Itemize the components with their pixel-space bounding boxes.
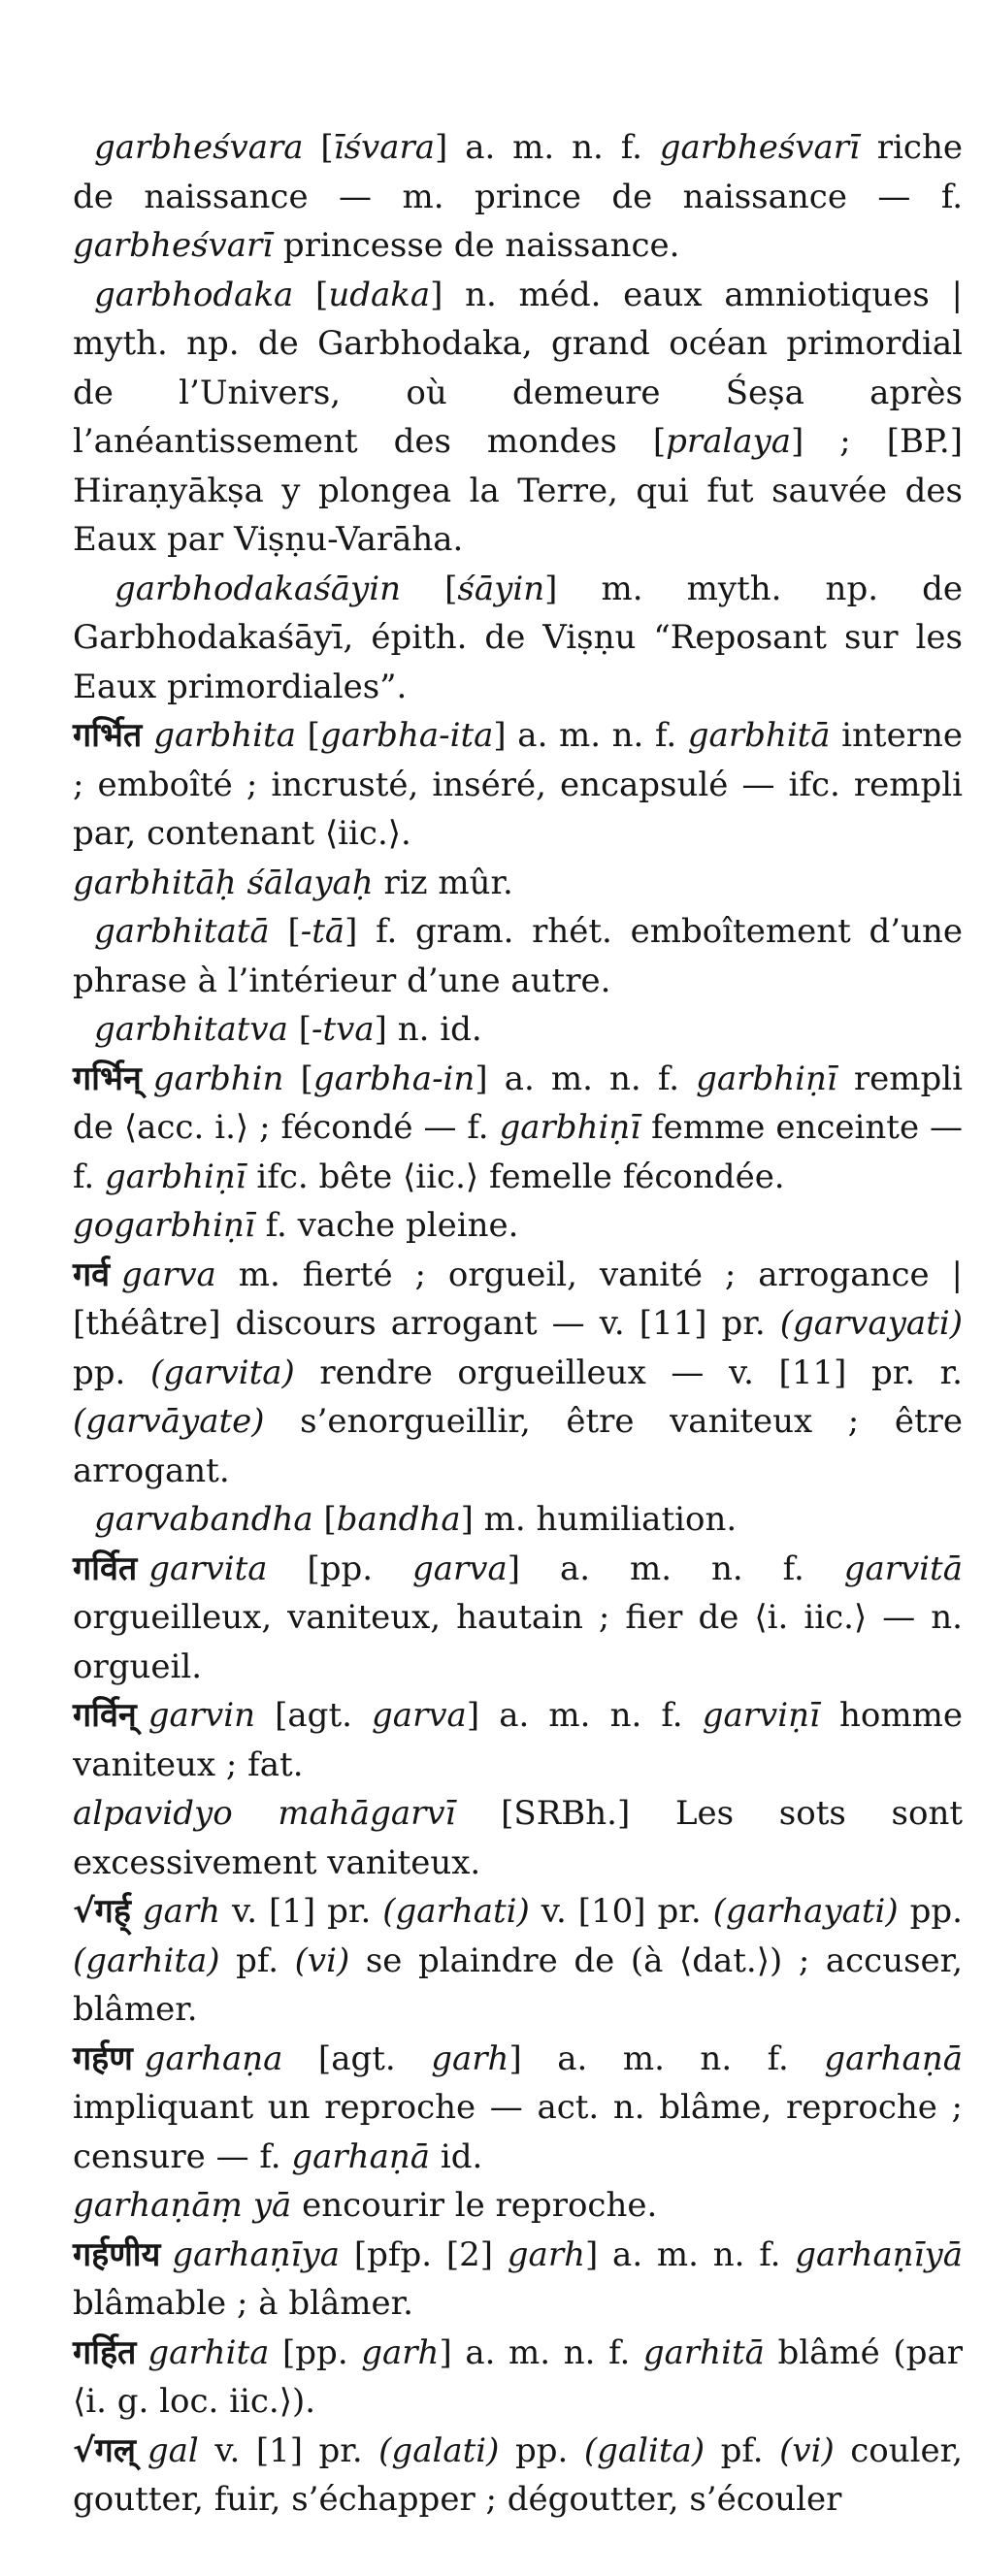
entry-text: garvabandha [bandha] m. humiliation. bbox=[94, 1500, 738, 1539]
dictionary-entry-gal bbox=[73, 2427, 963, 2525]
entry-text: garbheśvara [īśvara] a. m. n. f. garbheśvarī riche de naissance — m. prince de naissance — f. garbheśvarī princesse de naissance. bbox=[73, 128, 963, 265]
dictionary-entry-garbhodaka bbox=[73, 271, 963, 565]
dictionary-entry-garbhesvara bbox=[73, 123, 963, 271]
dictionary-entry-gogarbhini bbox=[73, 1201, 963, 1251]
entry-text: gal v. [1] pr. (galati) pp. (galita) pf. (vi) couler, goutter, fuir, s’échapper ; dégoutter, s’écouler bbox=[73, 2430, 963, 2519]
entry-text: garva m. fierté ; orgueil, vanité ; arrogance | [théâtre] discours arrogant — v. [11] pr. (garvayati) pp. (garvita) rendre orgueilleux — v. [11] pr. r. (garvāyate) s’enorgueillir, être vaniteux ; être arrogant. bbox=[73, 1255, 963, 1490]
devanagari-headword: गर्विन् bbox=[73, 1696, 137, 1735]
devanagari-headword: गर्भित bbox=[73, 716, 143, 755]
dictionary-entry-garvita bbox=[73, 1545, 963, 1692]
dictionary-entry-garbhitata bbox=[73, 907, 963, 1005]
dictionary-entry-garbhodakasayin bbox=[73, 565, 963, 712]
devanagari-headword: √गर्ह् bbox=[73, 1892, 131, 1931]
dictionary-entry-garvabandha bbox=[73, 1495, 963, 1545]
devanagari-headword: गर्हित bbox=[73, 2332, 137, 2372]
devanagari-headword: गर्हणीय bbox=[73, 2234, 161, 2274]
dictionary-entry-garhana bbox=[73, 2035, 963, 2182]
entry-text: garvin [agt. garva] a. m. n. f. garviṇī homme vaniteux ; fat. bbox=[73, 1696, 963, 1784]
dictionary-entry-garbhita bbox=[73, 711, 963, 859]
dictionary-entry-garh bbox=[73, 1887, 963, 2035]
dictionary-entry-garvin bbox=[73, 1691, 963, 1789]
entry-text: garbhitatā [-tā] f. gram. rhét. emboîtement d’une phrase à l’intérieur d’une autre. bbox=[73, 912, 963, 1000]
entry-text: alpavidyo mahāgarvī [SRBh.] Les sots sont excessivement vaniteux. bbox=[73, 1794, 964, 1882]
entry-text: garhita [pp. garh] a. m. n. f. garhitā blâmé (par ⟨i. g. loc. iic.⟩). bbox=[73, 2332, 963, 2421]
entry-text: garhaṇāṃ yā encourir le reproche. bbox=[73, 2186, 658, 2225]
dictionary-entries bbox=[73, 123, 963, 2525]
dictionary-entry-garhita bbox=[73, 2329, 963, 2427]
entry-text: garbhin [garbha-in] a. m. n. f. garbhiṇī rempli de ⟨acc. i.⟩ ; fécondé — f. garbhiṇī femme enceinte — f. garbhiṇī ifc. bête ⟨iic.⟩ femelle fécondée. bbox=[73, 1059, 964, 1196]
entry-text: garbhitatva [-tva] n. id. bbox=[94, 1010, 482, 1049]
entry-text: garbhita [garbha-ita] a. m. n. f. garbhitā interne ; emboîté ; incrusté, inséré, encapsulé — ifc. rempli par, contenant ⟨iic.⟩. bbox=[73, 716, 963, 853]
devanagari-headword: गर्वित bbox=[73, 1549, 138, 1588]
entry-text: garbhitāḥ śālayaḥ riz mûr. bbox=[73, 863, 513, 902]
entry-text: garbhodaka [udaka] n. méd. eaux amniotiques | myth. np. de Garbhodaka, grand océan primordial de l’Univers, où demeure Śeṣa après l’anéantissement des mondes [pralaya] ; [BP.] Hiraṇyākṣa y plongea la Terre, qui fut sauvée des Eaux par Viṣṇu-Varāha. bbox=[73, 275, 963, 559]
entry-text: garh v. [1] pr. (garhati) v. [10] pr. (garhayati) pp. (garhita) pf. (vi) se plaindre de (à ⟨dat.⟩) ; accuser, blâmer. bbox=[73, 1892, 964, 2029]
devanagari-headword: गर्भिन् bbox=[73, 1059, 142, 1098]
dictionary-entry-garbhitatva bbox=[73, 1005, 963, 1055]
entry-text: gogarbhiṇī f. vache pleine. bbox=[73, 1206, 519, 1245]
devanagari-headword: √गल् bbox=[73, 2430, 136, 2470]
dictionary-entry-garva bbox=[73, 1251, 963, 1496]
devanagari-headword: गर्हण bbox=[73, 2038, 133, 2078]
entry-text: garvita [pp. garva] a. m. n. f. garvitā orgueilleux, vaniteux, hautain ; fier de ⟨i. iic.⟩ — n. orgueil. bbox=[73, 1549, 963, 1686]
entry-text: garhaṇa [agt. garh] a. m. n. f. garhaṇā impliquant un reproche — act. n. blâme, reproche ; censure — f. garhaṇā id. bbox=[73, 2038, 963, 2176]
devanagari-headword: गर्व bbox=[73, 1255, 111, 1294]
dictionary-entry-garhaniya bbox=[73, 2231, 963, 2329]
entry-text: garbhodakaśāyin [śāyin] m. myth. np. de Garbhodakaśāyī, épith. de Viṣṇu “Reposant sur les Eaux primordiales”. bbox=[73, 569, 963, 706]
dictionary-entry-garhanam-ya bbox=[73, 2181, 963, 2231]
dictionary-entry-garbhin bbox=[73, 1055, 963, 1202]
dictionary-entry-garbhitah-salayah bbox=[73, 859, 963, 908]
entry-text: garhaṇīya [pfp. [2] garh] a. m. n. f. garhaṇīyā blâmable ; à blâmer. bbox=[73, 2234, 963, 2323]
dictionary-entry-alpavidyo bbox=[73, 1789, 963, 1887]
